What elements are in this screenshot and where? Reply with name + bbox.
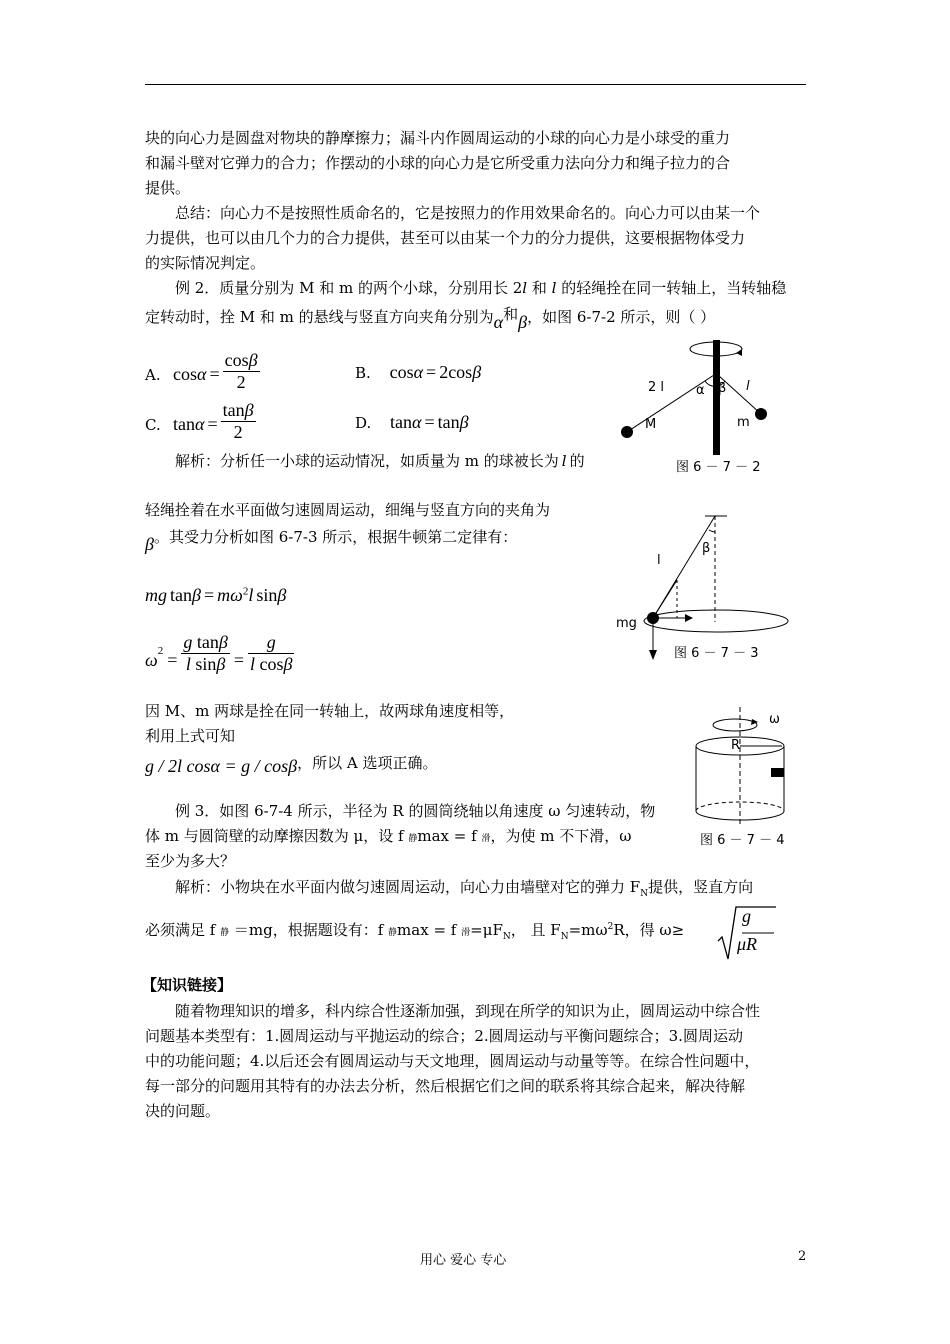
knowledge-heading: 【知识链接】 bbox=[142, 976, 233, 994]
conclude-line2: 利用上式可知 bbox=[145, 727, 236, 745]
example3-analysis2: 必须满足 f 静 ＝mg，根据题设有：f 静max = f 滑$=\mu F_N$， 且 $F_N=m\omega^2R$，得 ω≥ bbox=[145, 921, 685, 942]
fig672-label-2l: 2 l bbox=[648, 380, 665, 395]
ball-m bbox=[755, 408, 767, 420]
conclude-line1: 因 M、m 两球是拴在同一转轴上，故两球角速度相等， bbox=[145, 702, 515, 720]
knowledge-line5: 决的问题。 bbox=[145, 1102, 221, 1120]
page-number: 2 bbox=[798, 1249, 807, 1264]
fig673-caption: 图 6 － 7 － 3 bbox=[674, 646, 759, 661]
figure-6-7-4 bbox=[690, 705, 800, 830]
fig673-label-beta: β bbox=[702, 541, 711, 556]
radical-numerator: g bbox=[742, 906, 751, 926]
example2-line1: 例 2．质量分别为 M 和 m 的两个小球，分别用长 2l 和 l 的轻绳拴在同一转轴上，当转轴稳 bbox=[175, 279, 787, 297]
para1-line1: 块的向心力是圆盘对物块的静摩擦力；漏斗内作圆周运动的小球的向心力是小球受的重力 bbox=[145, 129, 731, 147]
example3-line1: 例 3．如图 6-7-4 所示，半径为 R 的圆筒绕轴以角速度 ω 匀速转动，物 bbox=[175, 802, 656, 820]
fig672-label-M: M bbox=[645, 417, 657, 432]
para1-line2: 和漏斗壁对它弹力的合力；作摆动的小球的向心力是它所受重力法向分力和绳子拉力的合 bbox=[145, 154, 731, 172]
footer-motto: 用心 爱心 专心 bbox=[420, 1253, 507, 1268]
example3-analysis1: 解析：小物块在水平面内做匀速圆周运动，向心力由墙壁对它的弹力 $F_N$提供，竖直方向 bbox=[175, 878, 754, 899]
fig672-caption: 图 6 － 7 － 2 bbox=[676, 460, 761, 475]
fig674-label-R: R bbox=[731, 738, 741, 753]
knowledge-line1: 随着物理知识的增多，科内综合性逐渐加强，到现在所学的知识为止，圆周运动中综合性 bbox=[175, 1002, 761, 1020]
fig673-label-mg: mg bbox=[616, 616, 637, 631]
example3-line2: 体 m 与圆筒壁的动摩擦因数为 μ，设 f 静max = f 滑，为使 m 不下滑，ω bbox=[145, 827, 632, 845]
rotation-arrow bbox=[713, 719, 757, 731]
header-rule bbox=[145, 84, 806, 85]
option-d: D. tanα = tanβ bbox=[355, 412, 469, 432]
orbit bbox=[644, 610, 788, 632]
option-b: B. cosα = 2cosβ bbox=[355, 362, 482, 382]
radical-denominator: μR bbox=[737, 934, 758, 954]
final-equation: g / 2l cosα = g / cosβ，所以 A 选项正确。 bbox=[145, 754, 438, 776]
fig672-label-m: m bbox=[737, 415, 750, 430]
para2-line1: 总结：向心力不是按照性质命名的，它是按照力的作用效果命名的。向心力可以由某一个 bbox=[175, 204, 761, 222]
fig672-label-alpha: α bbox=[696, 383, 705, 398]
knowledge-line4: 每一部分的问题用其特有的办法去分析，然后根据它们之间的联系将其综合起来，解决待解 bbox=[145, 1077, 746, 1095]
analysis-line1: 解析：分析任一小球的运动情况，如质量为 m 的球被长为 l 的 bbox=[175, 452, 585, 470]
fig674-caption: 图 6 － 7 － 4 bbox=[700, 833, 785, 848]
analysis-line2: 轻绳拴着在水平面做匀速圆周运动，细绳与竖直方向的夹角为 bbox=[145, 501, 551, 519]
para2-line3: 的实际情况判定。 bbox=[145, 254, 266, 272]
para1-line3: 提供。 bbox=[145, 179, 191, 197]
block-m bbox=[771, 768, 784, 777]
equation-1: mg $\tan\beta = m\omega^2l$ sinβ bbox=[145, 585, 287, 605]
fig673-label-l: l bbox=[657, 553, 661, 568]
rotation-axis bbox=[713, 340, 720, 455]
example2-line2: 定转动时，拴 M 和 m 的悬线与竖直方向夹角分别为α和β，如图 6-7-2 所示，则（ ） bbox=[145, 305, 716, 332]
analysis-line3: β。其受力分析如图 6-7-3 所示，根据牛顿第二定律有： bbox=[145, 528, 518, 554]
knowledge-line2: 问题基本类型有：1.圆周运动与平抛运动的综合；2.圆周运动与平衡问题综合；3.圆周运动 bbox=[145, 1027, 743, 1045]
ball-M bbox=[621, 426, 633, 438]
equation-2: $\omega^2$ = $\frac{\text{g tanβ}}{\text{l sinβ}}$ = $\frac{g}{\text{l cosβ}}$ bbox=[145, 632, 293, 674]
ball bbox=[647, 612, 659, 624]
fig672-label-l: l bbox=[746, 379, 750, 394]
fig674-label-omega: ω bbox=[769, 712, 780, 727]
fig672-label-beta: β bbox=[718, 381, 727, 396]
example3-line3: 至少为多大？ bbox=[145, 852, 236, 870]
para2-line2: 力提供，也可以由几个力的合力提供，甚至可以由某一个力的分力提供，这要根据物体受力 bbox=[145, 229, 746, 247]
knowledge-line3: 中的功能问题；4.以后还会有圆周运动与天文地理，圆周运动与动量等等。在综合性问题中， bbox=[145, 1052, 760, 1070]
